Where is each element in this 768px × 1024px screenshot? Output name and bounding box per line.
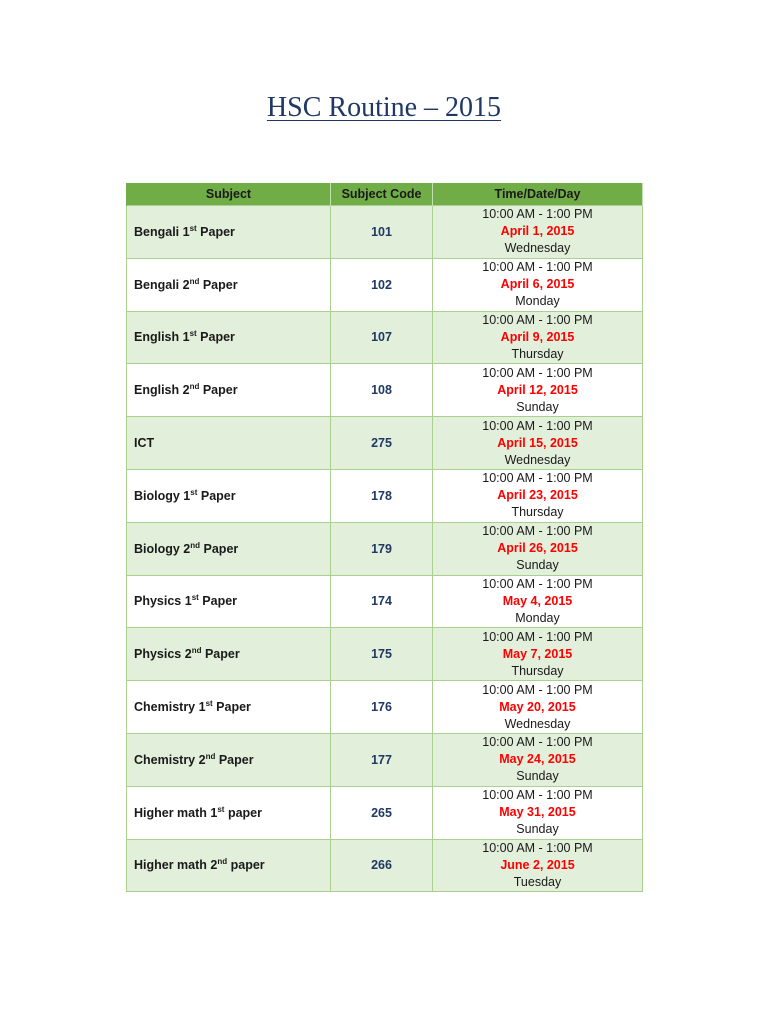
subject-name: English 1: [134, 330, 190, 345]
table-row: [127, 311, 643, 364]
exam-date: April 15, 2015: [497, 435, 578, 450]
subject-code-cell: 179: [331, 522, 433, 575]
subject-code-cell: 107: [331, 311, 433, 364]
subject-ordinal: nd: [189, 276, 200, 286]
subject-name: ICT: [134, 436, 155, 451]
subject-ordinal: nd: [217, 857, 228, 867]
header-subject-code: Subject Code: [331, 183, 433, 206]
subject-ordinal: nd: [190, 540, 201, 550]
subject-suffix: Paper: [199, 383, 238, 398]
subject-ordinal: nd: [205, 751, 216, 761]
subject-cell: [127, 786, 331, 839]
table-row: [127, 364, 643, 417]
exam-time: 10:00 AM - 1:00 PM: [482, 312, 593, 327]
subject-name: Physics 2: [134, 647, 192, 662]
exam-date: April 26, 2015: [497, 541, 578, 556]
subject-cell: [127, 575, 331, 628]
header-row: [127, 183, 643, 206]
table-row: [127, 733, 643, 786]
subject-suffix: Paper: [215, 752, 254, 767]
subject-suffix: Paper: [196, 224, 235, 239]
exam-date: May 4, 2015: [502, 593, 573, 608]
subject-name: Bengali 1: [134, 224, 190, 239]
subject-ordinal: st: [217, 804, 225, 814]
routine-table: [126, 183, 643, 892]
exam-time: 10:00 AM - 1:00 PM: [482, 365, 593, 380]
subject-ordinal: nd: [189, 382, 200, 392]
subject-cell: [127, 364, 331, 417]
subject-ordinal: nd: [191, 646, 202, 656]
time-date-day-cell: [433, 786, 643, 839]
subject-suffix: Paper: [201, 647, 240, 662]
exam-time: 10:00 AM - 1:00 PM: [482, 735, 593, 750]
subject-code-cell: 175: [331, 628, 433, 681]
subject-code-cell: 178: [331, 469, 433, 522]
subject-code-cell: 176: [331, 681, 433, 734]
subject-name: Chemistry 1: [134, 700, 206, 715]
exam-time: 10:00 AM - 1:00 PM: [482, 840, 593, 855]
subject-code-cell: 101: [331, 206, 433, 259]
subject-code-cell: 108: [331, 364, 433, 417]
subject-code-cell: 177: [331, 733, 433, 786]
subject-ordinal: st: [189, 223, 197, 233]
exam-day: Tuesday: [513, 874, 562, 889]
exam-day: Wednesday: [504, 241, 571, 256]
header-subject: Subject: [127, 183, 331, 206]
time-date-day-cell: [433, 364, 643, 417]
subject-cell: [127, 681, 331, 734]
subject-cell: [127, 733, 331, 786]
table-row: [127, 681, 643, 734]
exam-date: May 24, 2015: [499, 752, 576, 767]
time-date-day-cell: [433, 839, 643, 892]
subject-name: Biology 2: [134, 541, 191, 556]
time-date-day-cell: [433, 258, 643, 311]
subject-ordinal: st: [190, 487, 198, 497]
table-row: [127, 469, 643, 522]
exam-day: Sunday: [516, 558, 559, 573]
time-date-day-cell: [433, 628, 643, 681]
table-row: [127, 575, 643, 628]
time-date-day-cell: [433, 417, 643, 470]
exam-day: Thursday: [511, 663, 564, 678]
exam-time: 10:00 AM - 1:00 PM: [482, 260, 593, 275]
subject-suffix: Paper: [200, 541, 239, 556]
subject-suffix: Paper: [197, 488, 236, 503]
header-time-date-day: Time/Date/Day: [433, 183, 643, 206]
subject-suffix: Paper: [198, 594, 238, 609]
exam-day: Wednesday: [504, 716, 571, 731]
time-date-day-cell: [433, 522, 643, 575]
exam-day: Sunday: [516, 822, 559, 837]
exam-time: 10:00 AM - 1:00 PM: [482, 418, 593, 433]
subject-name: Bengali 2: [134, 277, 190, 292]
exam-date: April 23, 2015: [497, 488, 578, 503]
exam-time: 10:00 AM - 1:00 PM: [482, 629, 593, 644]
subject-cell: [127, 258, 331, 311]
subject-name: Higher math 2: [134, 858, 218, 873]
exam-day: Sunday: [516, 399, 559, 414]
time-date-day-cell: [433, 733, 643, 786]
table-row: [127, 786, 643, 839]
page-title: HSC Routine – 2015: [266, 92, 502, 123]
exam-date: April 12, 2015: [497, 382, 578, 397]
subject-ordinal: st: [191, 593, 199, 603]
exam-day: Sunday: [516, 769, 559, 784]
exam-day: Wednesday: [504, 452, 571, 467]
table-row: [127, 839, 643, 892]
subject-name: Biology 1: [134, 488, 191, 503]
exam-time: 10:00 AM - 1:00 PM: [482, 524, 593, 539]
subject-suffix: paper: [227, 858, 265, 873]
table-row: [127, 522, 643, 575]
exam-day: Monday: [515, 610, 560, 625]
time-date-day-cell: [433, 575, 643, 628]
time-date-day-cell: [433, 681, 643, 734]
subject-cell: [127, 522, 331, 575]
exam-day: Thursday: [511, 346, 564, 361]
exam-date: April 1, 2015: [500, 224, 575, 239]
exam-time: 10:00 AM - 1:00 PM: [482, 471, 593, 486]
exam-time: 10:00 AM - 1:00 PM: [482, 207, 593, 222]
subject-cell: [127, 417, 331, 470]
exam-date: April 9, 2015: [500, 329, 575, 344]
subject-code-cell: 275: [331, 417, 433, 470]
subject-cell: [127, 469, 331, 522]
exam-time: 10:00 AM - 1:00 PM: [482, 576, 593, 591]
subject-cell: [127, 839, 331, 892]
exam-date: May 7, 2015: [502, 646, 573, 661]
exam-day: Monday: [515, 294, 560, 309]
subject-code-cell: 102: [331, 258, 433, 311]
subject-suffix: Paper: [212, 700, 251, 715]
subject-code-cell: 265: [331, 786, 433, 839]
subject-suffix: Paper: [196, 330, 235, 345]
table-row: [127, 258, 643, 311]
table-row: [127, 206, 643, 259]
subject-name: Higher math 1: [134, 805, 218, 820]
exam-time: 10:00 AM - 1:00 PM: [482, 682, 593, 697]
exam-date: May 20, 2015: [499, 699, 576, 714]
exam-date: May 31, 2015: [499, 805, 576, 820]
exam-time: 10:00 AM - 1:00 PM: [482, 788, 593, 803]
time-date-day-cell: [433, 469, 643, 522]
subject-code-cell: 174: [331, 575, 433, 628]
subject-name: Chemistry 2: [134, 752, 206, 767]
exam-date: June 2, 2015: [500, 857, 575, 872]
subject-cell: [127, 206, 331, 259]
subject-suffix: Paper: [199, 277, 238, 292]
table-row: [127, 417, 643, 470]
exam-day: Thursday: [511, 505, 564, 520]
subject-ordinal: st: [189, 329, 197, 339]
subject-suffix: paper: [224, 805, 262, 820]
table-row: [127, 628, 643, 681]
subject-cell: [127, 628, 331, 681]
subject-cell: [127, 311, 331, 364]
subject-ordinal: st: [205, 698, 213, 708]
time-date-day-cell: [433, 311, 643, 364]
subject-name: English 2: [134, 383, 190, 398]
subject-code-cell: 266: [331, 839, 433, 892]
time-date-day-cell: [433, 206, 643, 259]
exam-date: April 6, 2015: [500, 277, 575, 292]
subject-name: Physics 1: [134, 594, 192, 609]
